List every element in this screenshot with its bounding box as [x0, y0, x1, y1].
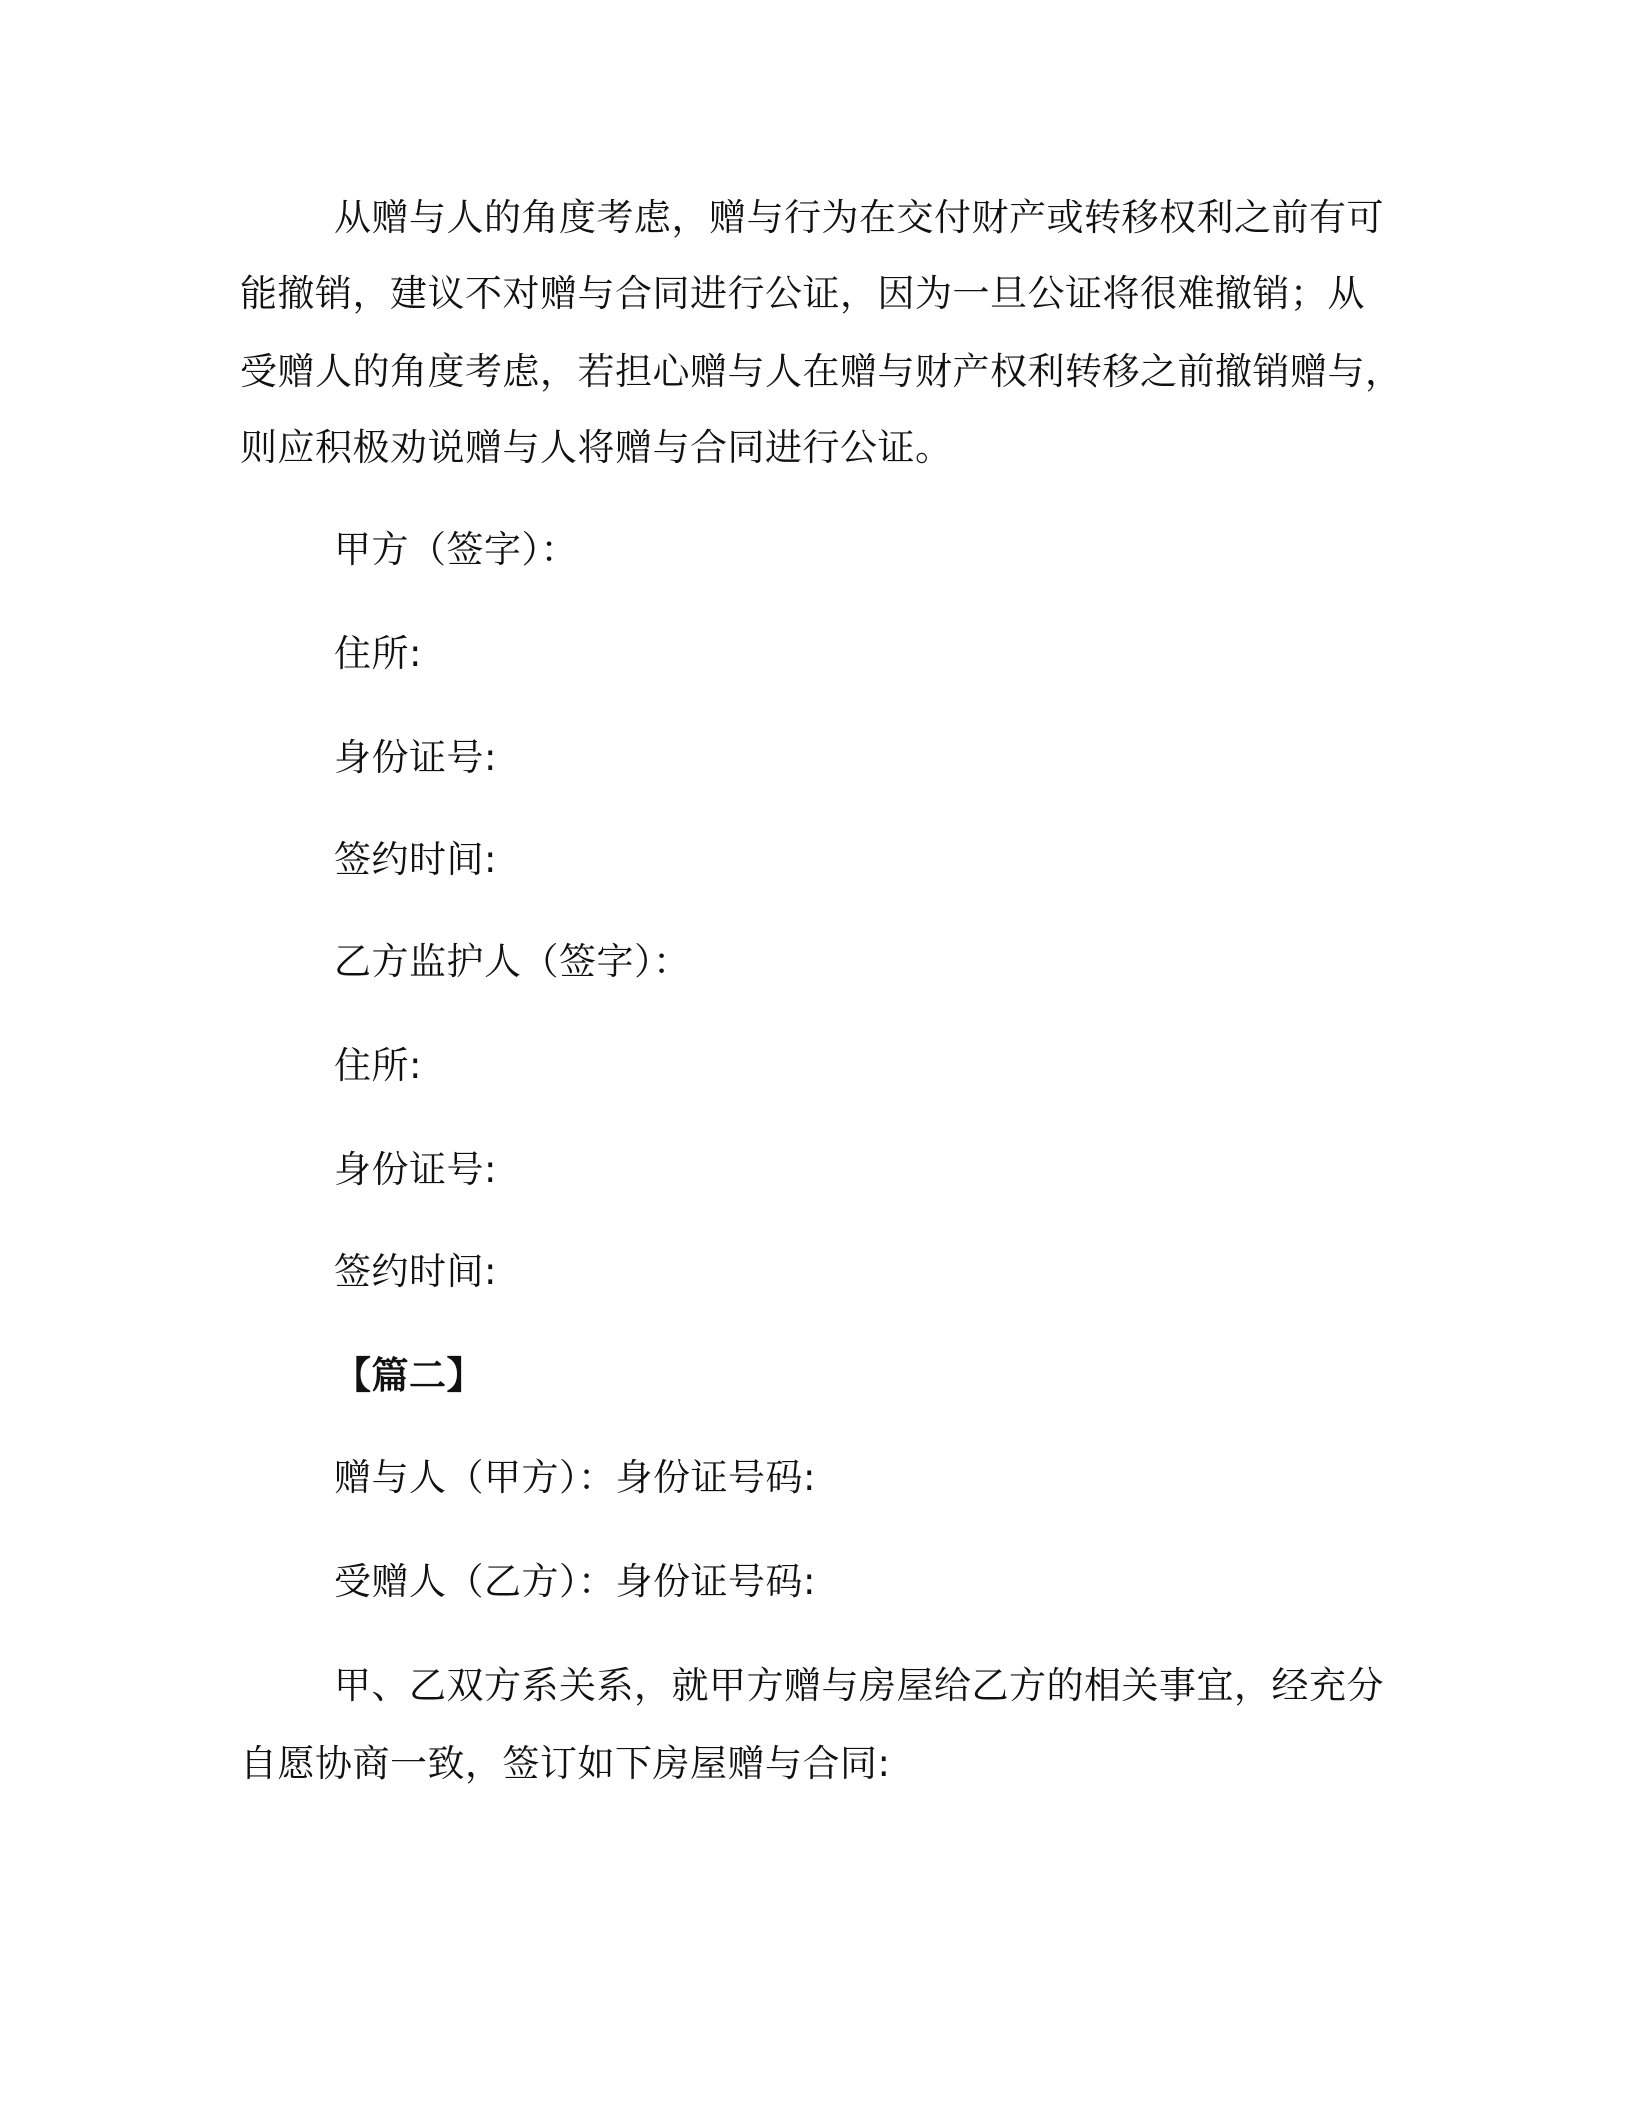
party-a-date-label: 签约时间: — [334, 838, 497, 881]
party-a-signature-label: 甲方（签字）： — [334, 528, 578, 571]
paragraph-1-line-3: 受赠人的角度考虑，若担心赠与人在赠与财产权利转移之前撤销赠与， — [240, 350, 1403, 393]
party-b-guardian-date-label: 签约时间: — [334, 1250, 497, 1293]
party-a-address-label: 住所: — [334, 632, 422, 675]
paragraph-2-line-2: 自愿协商一致，签订如下房屋赠与合同: — [240, 1742, 891, 1785]
party-a-id-label: 身份证号: — [334, 736, 497, 779]
paragraph-1-line-1: 从赠与人的角度考虑，赠与行为在交付财产或转移权利之前有可 — [334, 196, 1384, 239]
party-b-guardian-address-label: 住所: — [334, 1044, 422, 1087]
paragraph-2-line-1: 甲、乙双方系关系，就甲方赠与房屋给乙方的相关事宜，经充分 — [334, 1664, 1384, 1707]
donor-line: 赠与人（甲方）：身份证号码: — [334, 1456, 816, 1499]
paragraph-1-line-2: 能撤销，建议不对赠与合同进行公证，因为一旦公证将很难撤销；从 — [240, 272, 1365, 315]
party-b-guardian-id-label: 身份证号: — [334, 1148, 497, 1191]
party-b-guardian-signature-label: 乙方监护人（签字）： — [334, 940, 691, 983]
paragraph-1-line-4: 则应积极劝说赠与人将赠与合同进行公证。 — [240, 426, 953, 469]
donee-line: 受赠人（乙方）：身份证号码: — [334, 1560, 816, 1603]
section-heading: 【篇二】 — [334, 1354, 484, 1397]
